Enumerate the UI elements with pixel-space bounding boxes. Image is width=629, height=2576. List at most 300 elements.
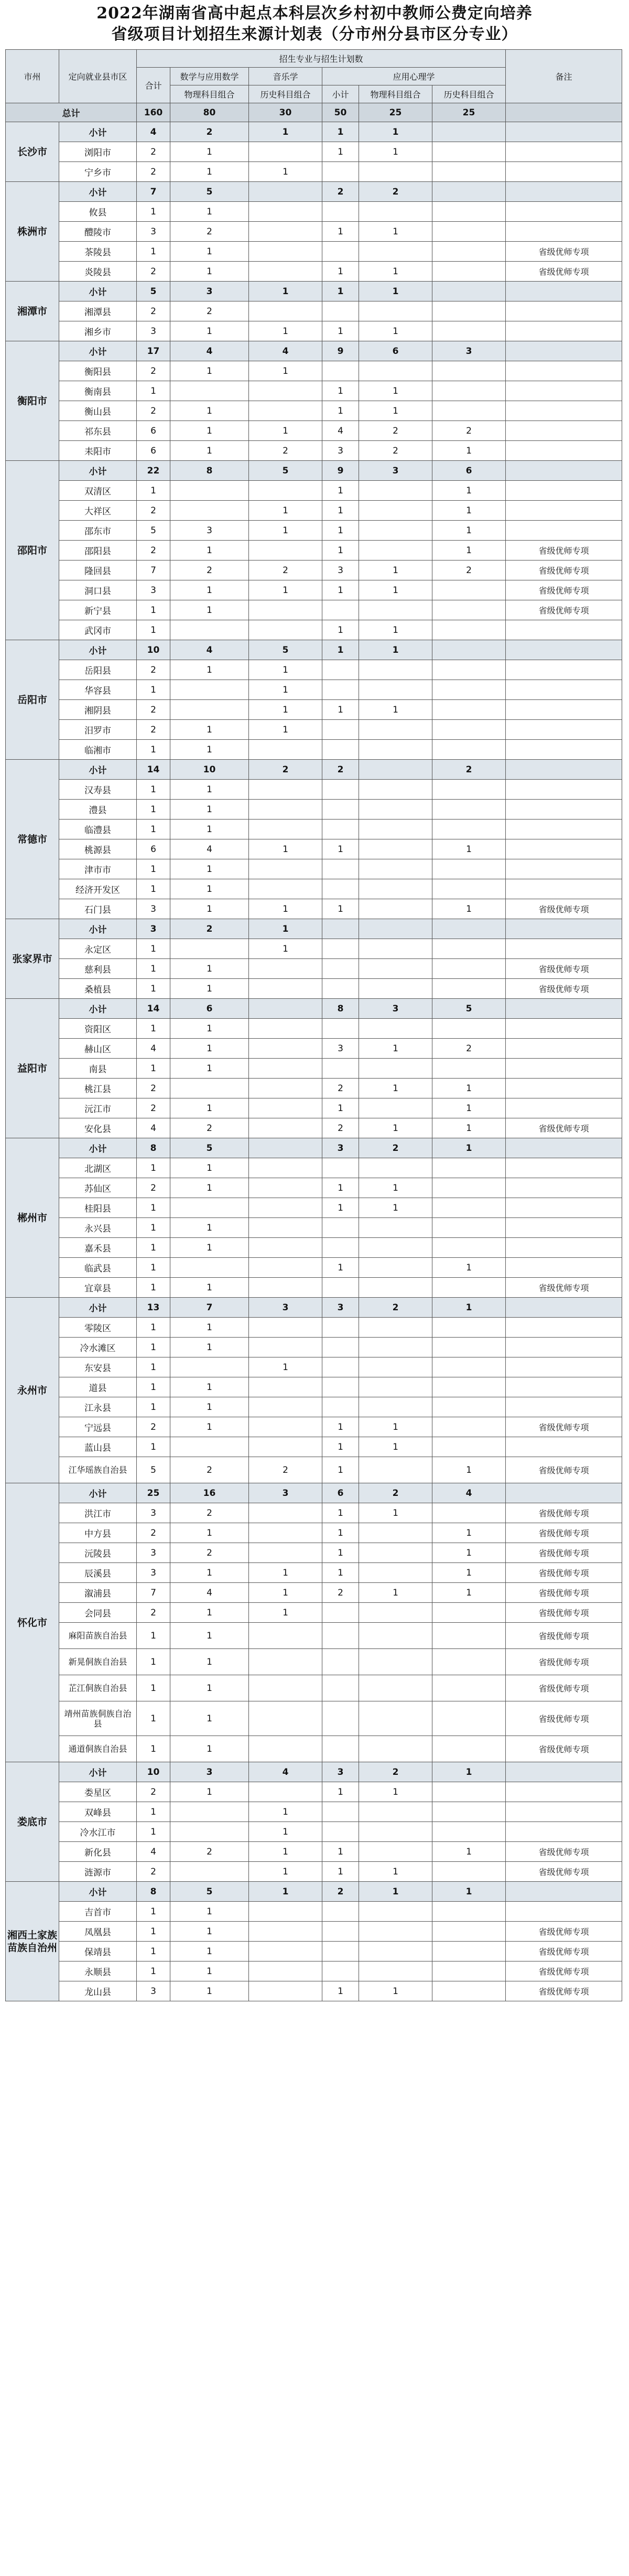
county-music: 2 xyxy=(249,441,322,461)
county-psych xyxy=(322,1019,359,1039)
county-psych-phys xyxy=(359,1675,432,1701)
county-name: 南县 xyxy=(59,1059,137,1079)
county-math: 1 xyxy=(170,780,249,800)
county-psych-hist xyxy=(432,959,506,979)
county-note: 省级优师专项 xyxy=(506,1543,622,1563)
county-note: 省级优师专项 xyxy=(506,1623,622,1649)
county-note: 省级优师专项 xyxy=(506,1736,622,1762)
county-psych-hist xyxy=(432,1701,506,1736)
county-row xyxy=(6,1675,622,1701)
county-music xyxy=(249,1623,322,1649)
header-county: 定向就业县市区 xyxy=(59,50,137,103)
city-name: 怀化市 xyxy=(6,1483,59,1762)
county-psych-hist xyxy=(432,1238,506,1258)
county-music xyxy=(249,1736,322,1762)
county-music: 1 xyxy=(249,1842,322,1862)
county-psych xyxy=(322,800,359,820)
county-math: 1 xyxy=(170,262,249,282)
county-math xyxy=(170,620,249,640)
county-total: 1 xyxy=(137,1942,170,1961)
county-total: 6 xyxy=(137,839,170,859)
county-note xyxy=(506,1782,622,1802)
county-row xyxy=(6,1623,622,1649)
county-math xyxy=(170,939,249,959)
county-row xyxy=(6,1822,622,1842)
county-psych-phys xyxy=(359,1218,432,1238)
county-psych-hist: 1 xyxy=(432,1543,506,1563)
county-note xyxy=(506,1258,622,1278)
county-psych xyxy=(322,660,359,680)
county-name: 龙山县 xyxy=(59,1981,137,2001)
subtotal-music: 1 xyxy=(249,282,322,301)
county-music xyxy=(249,1922,322,1942)
county-psych-hist xyxy=(432,1218,506,1238)
county-music xyxy=(249,202,322,222)
county-psych xyxy=(322,1675,359,1701)
county-name: 芷江侗族自治县 xyxy=(59,1675,137,1701)
county-psych-hist: 1 xyxy=(432,481,506,501)
subtotal-note xyxy=(506,640,622,660)
county-total: 2 xyxy=(137,1178,170,1198)
county-math: 2 xyxy=(170,1118,249,1138)
county-music xyxy=(249,1942,322,1961)
county-note xyxy=(506,481,622,501)
county-total: 2 xyxy=(137,1079,170,1098)
county-music xyxy=(249,1198,322,1218)
county-psych: 1 xyxy=(322,321,359,341)
county-music: 1 xyxy=(249,321,322,341)
county-name: 赫山区 xyxy=(59,1039,137,1059)
county-row xyxy=(6,680,622,700)
county-total: 2 xyxy=(137,1862,170,1882)
county-psych xyxy=(322,1397,359,1417)
subtotal-row xyxy=(6,760,622,780)
county-total: 1 xyxy=(137,1198,170,1218)
county-psych: 1 xyxy=(322,700,359,720)
county-psych xyxy=(322,1623,359,1649)
county-math xyxy=(170,1862,249,1882)
county-note: 省级优师专项 xyxy=(506,1278,622,1298)
county-total: 4 xyxy=(137,1039,170,1059)
county-psych-hist xyxy=(432,720,506,740)
county-total: 2 xyxy=(137,541,170,561)
city-name: 郴州市 xyxy=(6,1138,59,1298)
county-psych-hist: 1 xyxy=(432,1523,506,1543)
county-name: 永顺县 xyxy=(59,1961,137,1981)
county-note xyxy=(506,1198,622,1218)
county-note: 省级优师专项 xyxy=(506,1603,622,1623)
county-psych-hist xyxy=(432,1059,506,1079)
county-row xyxy=(6,820,622,839)
county-math: 1 xyxy=(170,1278,249,1298)
county-math: 1 xyxy=(170,1318,249,1338)
county-psych xyxy=(322,1377,359,1397)
county-name: 冷水滩区 xyxy=(59,1338,137,1357)
county-math xyxy=(170,381,249,401)
county-name: 江永县 xyxy=(59,1397,137,1417)
county-music xyxy=(249,1098,322,1118)
county-total: 3 xyxy=(137,321,170,341)
county-math: 1 xyxy=(170,361,249,381)
county-psych-phys: 1 xyxy=(359,1782,432,1802)
county-math: 1 xyxy=(170,660,249,680)
county-note: 省级优师专项 xyxy=(506,1922,622,1942)
subtotal-psych-phys: 2 xyxy=(359,1483,432,1503)
county-note xyxy=(506,1397,622,1417)
subtotal-psych: 2 xyxy=(322,1882,359,1902)
county-psych-hist: 1 xyxy=(432,1583,506,1603)
header-plan: 招生专业与招生计划数 xyxy=(137,50,506,68)
county-psych-hist xyxy=(432,1437,506,1457)
county-math: 2 xyxy=(170,1503,249,1523)
county-total: 4 xyxy=(137,1842,170,1862)
county-psych-hist xyxy=(432,1942,506,1961)
county-math: 1 xyxy=(170,800,249,820)
county-name: 沅陵县 xyxy=(59,1543,137,1563)
subtotal-label: 小计 xyxy=(59,282,137,301)
county-row xyxy=(6,1178,622,1198)
subtotal-total: 25 xyxy=(137,1483,170,1503)
county-row xyxy=(6,1019,622,1039)
county-total: 1 xyxy=(137,1158,170,1178)
county-psych xyxy=(322,242,359,262)
subtotal-total: 5 xyxy=(137,282,170,301)
subtotal-music: 5 xyxy=(249,640,322,660)
subtotal-note xyxy=(506,760,622,780)
county-music: 1 xyxy=(249,720,322,740)
county-psych-hist xyxy=(432,1417,506,1437)
subtotal-total: 13 xyxy=(137,1298,170,1318)
subtotal-label: 小计 xyxy=(59,1138,137,1158)
county-total: 3 xyxy=(137,1543,170,1563)
county-music xyxy=(249,1118,322,1138)
county-psych-phys xyxy=(359,680,432,700)
county-music xyxy=(249,800,322,820)
county-name: 茶陵县 xyxy=(59,242,137,262)
title-line-2: 省级项目计划招生来源计划表（分市州分县市区分专业） xyxy=(111,25,518,44)
county-row xyxy=(6,1649,622,1675)
county-row xyxy=(6,1198,622,1218)
subtotal-row xyxy=(6,919,622,939)
county-name: 辰溪县 xyxy=(59,1563,137,1583)
county-total: 7 xyxy=(137,1583,170,1603)
subtotal-math: 3 xyxy=(170,282,249,301)
county-note: 省级优师专项 xyxy=(506,979,622,999)
county-math: 1 xyxy=(170,1397,249,1417)
county-psych xyxy=(322,1902,359,1922)
county-psych-hist: 1 xyxy=(432,1098,506,1118)
subtotal-psych-hist: 1 xyxy=(432,1762,506,1782)
county-psych-phys xyxy=(359,879,432,899)
county-note xyxy=(506,879,622,899)
county-psych-hist xyxy=(432,780,506,800)
county-psych-phys: 1 xyxy=(359,1118,432,1138)
subtotal-psych-hist: 4 xyxy=(432,1483,506,1503)
county-music xyxy=(249,1503,322,1523)
county-music xyxy=(249,1417,322,1437)
subtotal-total: 14 xyxy=(137,760,170,780)
county-math: 1 xyxy=(170,959,249,979)
county-total: 1 xyxy=(137,1902,170,1922)
county-math: 1 xyxy=(170,1675,249,1701)
county-psych: 1 xyxy=(322,1543,359,1563)
county-note xyxy=(506,1059,622,1079)
county-row xyxy=(6,1701,622,1736)
county-row xyxy=(6,1736,622,1762)
county-math: 1 xyxy=(170,1782,249,1802)
county-total: 7 xyxy=(137,561,170,580)
county-note: 省级优师专项 xyxy=(506,1961,622,1981)
county-psych-phys xyxy=(359,1961,432,1981)
county-psych-phys xyxy=(359,1649,432,1675)
county-row xyxy=(6,700,622,720)
county-total: 2 xyxy=(137,1098,170,1118)
county-name: 安化县 xyxy=(59,1118,137,1138)
county-psych-phys xyxy=(359,859,432,879)
county-math: 1 xyxy=(170,859,249,879)
county-note: 省级优师专项 xyxy=(506,1649,622,1675)
county-psych: 1 xyxy=(322,899,359,919)
county-row xyxy=(6,1377,622,1397)
county-music xyxy=(249,1039,322,1059)
county-math: 1 xyxy=(170,1218,249,1238)
county-psych-phys xyxy=(359,780,432,800)
county-name: 双峰县 xyxy=(59,1802,137,1822)
county-psych-hist xyxy=(432,381,506,401)
county-music xyxy=(249,481,322,501)
county-psych-hist xyxy=(432,700,506,720)
county-row xyxy=(6,800,622,820)
county-psych-phys xyxy=(359,1397,432,1417)
city-name: 长沙市 xyxy=(6,122,59,182)
county-row xyxy=(6,222,622,242)
county-name: 石门县 xyxy=(59,899,137,919)
county-note xyxy=(506,780,622,800)
county-note xyxy=(506,142,622,162)
county-psych: 1 xyxy=(322,1523,359,1543)
subtotal-math: 10 xyxy=(170,760,249,780)
county-row xyxy=(6,1417,622,1437)
subtotal-note xyxy=(506,1483,622,1503)
county-psych-hist xyxy=(432,580,506,600)
header-math-phys: 物理科目组合 xyxy=(170,85,249,103)
county-row xyxy=(6,1862,622,1882)
subtotal-row xyxy=(6,341,622,361)
header-psych-subtotal: 小计 xyxy=(322,85,359,103)
county-name: 永定区 xyxy=(59,939,137,959)
subtotal-label: 小计 xyxy=(59,1882,137,1902)
county-total: 1 xyxy=(137,740,170,760)
subtotal-music xyxy=(249,1138,322,1158)
county-psych-phys xyxy=(359,1802,432,1822)
county-total: 2 xyxy=(137,1603,170,1623)
county-name: 湘潭县 xyxy=(59,301,137,321)
county-total: 1 xyxy=(137,1397,170,1417)
county-total: 1 xyxy=(137,1623,170,1649)
subtotal-note xyxy=(506,1762,622,1782)
county-math: 1 xyxy=(170,580,249,600)
subtotal-note xyxy=(506,1138,622,1158)
county-note xyxy=(506,839,622,859)
county-psych: 2 xyxy=(322,1118,359,1138)
county-psych: 1 xyxy=(322,1178,359,1198)
county-psych-phys xyxy=(359,541,432,561)
subtotal-row xyxy=(6,182,622,202)
county-psych: 3 xyxy=(322,441,359,461)
subtotal-psych-hist: 2 xyxy=(432,760,506,780)
county-row xyxy=(6,1782,622,1802)
document-title xyxy=(5,3,624,45)
county-note: 省级优师专项 xyxy=(506,1842,622,1862)
county-note xyxy=(506,1218,622,1238)
county-psych-hist xyxy=(432,142,506,162)
county-name: 道县 xyxy=(59,1377,137,1397)
county-total: 1 xyxy=(137,939,170,959)
county-math: 1 xyxy=(170,441,249,461)
county-math: 1 xyxy=(170,899,249,919)
county-note: 省级优师专项 xyxy=(506,1563,622,1583)
county-note xyxy=(506,222,622,242)
subtotal-psych-hist: 1 xyxy=(432,1882,506,1902)
subtotal-total: 3 xyxy=(137,919,170,939)
county-music: 1 xyxy=(249,839,322,859)
county-math xyxy=(170,680,249,700)
county-row xyxy=(6,1583,622,1603)
county-music xyxy=(249,1079,322,1098)
subtotal-music: 1 xyxy=(249,1882,322,1902)
subtotal-psych-hist xyxy=(432,919,506,939)
county-note xyxy=(506,1338,622,1357)
county-note xyxy=(506,401,622,421)
county-name: 靖州苗族侗族自治县 xyxy=(59,1701,137,1736)
subtotal-note xyxy=(506,282,622,301)
county-psych xyxy=(322,939,359,959)
subtotal-psych: 1 xyxy=(322,122,359,142)
county-music xyxy=(249,780,322,800)
county-note xyxy=(506,1802,622,1822)
subtotal-math: 16 xyxy=(170,1483,249,1503)
county-music xyxy=(249,859,322,879)
subtotal-math: 5 xyxy=(170,1138,249,1158)
subtotal-psych: 1 xyxy=(322,640,359,660)
county-psych: 1 xyxy=(322,1198,359,1218)
county-psych-hist xyxy=(432,1736,506,1762)
county-total: 1 xyxy=(137,1736,170,1762)
county-math: 1 xyxy=(170,1098,249,1118)
county-music xyxy=(249,979,322,999)
county-note xyxy=(506,1318,622,1338)
county-psych-hist xyxy=(432,1922,506,1942)
subtotal-music: 2 xyxy=(249,760,322,780)
county-psych-phys: 1 xyxy=(359,1437,432,1457)
county-psych-hist: 1 xyxy=(432,1563,506,1583)
county-total: 2 xyxy=(137,142,170,162)
county-note: 省级优师专项 xyxy=(506,541,622,561)
county-psych-hist xyxy=(432,262,506,282)
county-psych-hist: 1 xyxy=(432,899,506,919)
county-name: 新化县 xyxy=(59,1842,137,1862)
county-music xyxy=(249,740,322,760)
county-row xyxy=(6,162,622,182)
county-note xyxy=(506,1158,622,1178)
county-math: 2 xyxy=(170,1842,249,1862)
subtotal-psych-hist: 1 xyxy=(432,1298,506,1318)
county-math: 1 xyxy=(170,1701,249,1736)
county-math: 1 xyxy=(170,1942,249,1961)
county-music xyxy=(249,242,322,262)
county-psych xyxy=(322,1278,359,1298)
county-psych: 1 xyxy=(322,1563,359,1583)
header-psych: 应用心理学 xyxy=(322,68,506,85)
county-psych-phys xyxy=(359,1278,432,1298)
county-total: 1 xyxy=(137,1377,170,1397)
county-math: 3 xyxy=(170,521,249,541)
county-note xyxy=(506,501,622,521)
county-psych-hist xyxy=(432,1675,506,1701)
county-row xyxy=(6,1278,622,1298)
county-psych: 1 xyxy=(322,1862,359,1882)
county-psych: 3 xyxy=(322,561,359,580)
county-total: 1 xyxy=(137,242,170,262)
county-name: 江华瑶族自治县 xyxy=(59,1457,137,1483)
county-music xyxy=(249,879,322,899)
subtotal-row xyxy=(6,1138,622,1158)
county-math: 1 xyxy=(170,202,249,222)
county-psych-phys xyxy=(359,1543,432,1563)
county-music xyxy=(249,1649,322,1675)
subtotal-row xyxy=(6,122,622,142)
county-math xyxy=(170,501,249,521)
county-psych: 3 xyxy=(322,1039,359,1059)
county-math: 1 xyxy=(170,1649,249,1675)
county-name: 桑植县 xyxy=(59,979,137,999)
subtotal-psych-hist: 5 xyxy=(432,999,506,1019)
county-psych-hist: 1 xyxy=(432,1457,506,1483)
county-name: 桃源县 xyxy=(59,839,137,859)
county-note xyxy=(506,1357,622,1377)
county-music: 1 xyxy=(249,1583,322,1603)
header-music-hist: 历史科目组合 xyxy=(249,85,322,103)
county-row xyxy=(6,1059,622,1079)
county-music xyxy=(249,1437,322,1457)
county-note xyxy=(506,202,622,222)
subtotal-music: 5 xyxy=(249,461,322,481)
subtotal-psych-phys: 2 xyxy=(359,182,432,202)
grand-total-row xyxy=(6,103,622,122)
county-music: 1 xyxy=(249,939,322,959)
county-total: 1 xyxy=(137,600,170,620)
county-psych-hist: 1 xyxy=(432,1079,506,1098)
subtotal-math: 7 xyxy=(170,1298,249,1318)
county-math: 1 xyxy=(170,979,249,999)
county-note xyxy=(506,740,622,760)
county-music xyxy=(249,1397,322,1417)
county-math: 1 xyxy=(170,1158,249,1178)
county-row xyxy=(6,780,622,800)
county-psych xyxy=(322,1701,359,1736)
county-row xyxy=(6,1338,622,1357)
county-psych xyxy=(322,1218,359,1238)
county-psych xyxy=(322,1922,359,1942)
county-music xyxy=(249,401,322,421)
county-total: 1 xyxy=(137,1437,170,1457)
county-psych-hist xyxy=(432,740,506,760)
county-psych-phys: 1 xyxy=(359,580,432,600)
subtotal-math: 6 xyxy=(170,999,249,1019)
subtotal-psych: 2 xyxy=(322,760,359,780)
county-name: 宁乡市 xyxy=(59,162,137,182)
county-name: 衡阳县 xyxy=(59,361,137,381)
